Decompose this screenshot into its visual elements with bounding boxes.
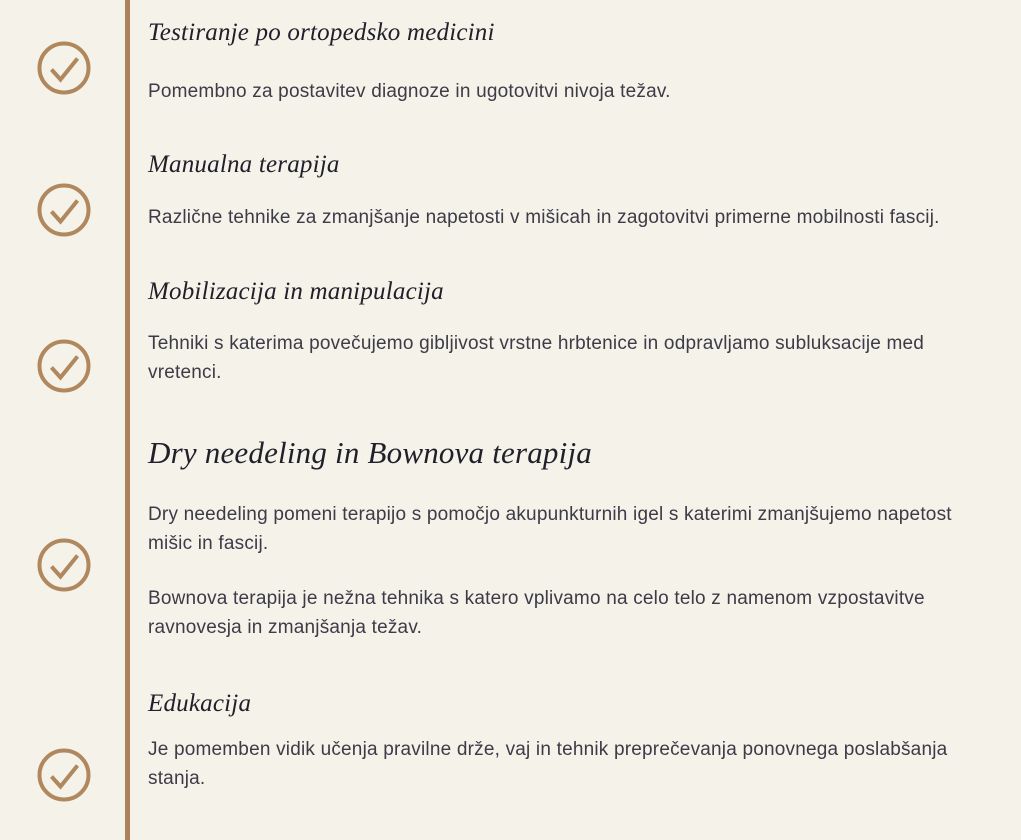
section-heading: Edukacija bbox=[148, 690, 252, 717]
check-circle-icon bbox=[37, 41, 91, 95]
section-paragraph: Je pomemben vidik učenja pravilne drže, vaj in tehnik preprečevanja ponovnega poslabšanja stanja. bbox=[148, 739, 948, 789]
section-heading: Manualna terapija bbox=[148, 151, 340, 178]
icon-rail bbox=[0, 0, 125, 840]
section-paragraph: Različne tehnike za zmanjšanje napetosti v mišicah in zagotovitvi primerne mobilnosti fascij. bbox=[148, 207, 940, 228]
check-circle-icon bbox=[37, 538, 91, 592]
section-heading: Testiranje po ortopedsko medicini bbox=[148, 19, 495, 46]
service-section-dry-needeling bbox=[148, 433, 995, 642]
service-section-manualna-terapija bbox=[148, 149, 995, 232]
section-paragraph: Tehniki s katerima povečujemo gibljivost vrstne hrbtenice in odpravljamo subluksacije med vretenci. bbox=[148, 333, 925, 383]
section-heading: Mobilizacija in manipulacija bbox=[148, 278, 444, 305]
check-circle-icon bbox=[37, 339, 91, 393]
section-paragraph: Dry needeling pomeni terapijo s pomočjo akupunkturnih igel s katerimi zmanjšujemo napetost mišic in fascij. bbox=[148, 504, 952, 554]
section-paragraph: Pomembno za postavitev diagnoze in ugotovitvi nivoja težav. bbox=[148, 81, 671, 102]
section-heading: Dry needeling in Bownova terapija bbox=[148, 435, 592, 470]
service-section-testiranje bbox=[148, 17, 995, 106]
services-content bbox=[130, 0, 1021, 840]
check-circle-icon bbox=[37, 183, 91, 237]
check-circle-icon bbox=[37, 748, 91, 802]
section-paragraph: Bownova terapija je nežna tehnika s katero vplivamo na celo telo z namenom vzpostavitve ravnovesja in zmanjšanja težav. bbox=[148, 588, 925, 638]
service-section-mobilizacija bbox=[148, 276, 995, 387]
service-section-edukacija bbox=[148, 688, 995, 793]
